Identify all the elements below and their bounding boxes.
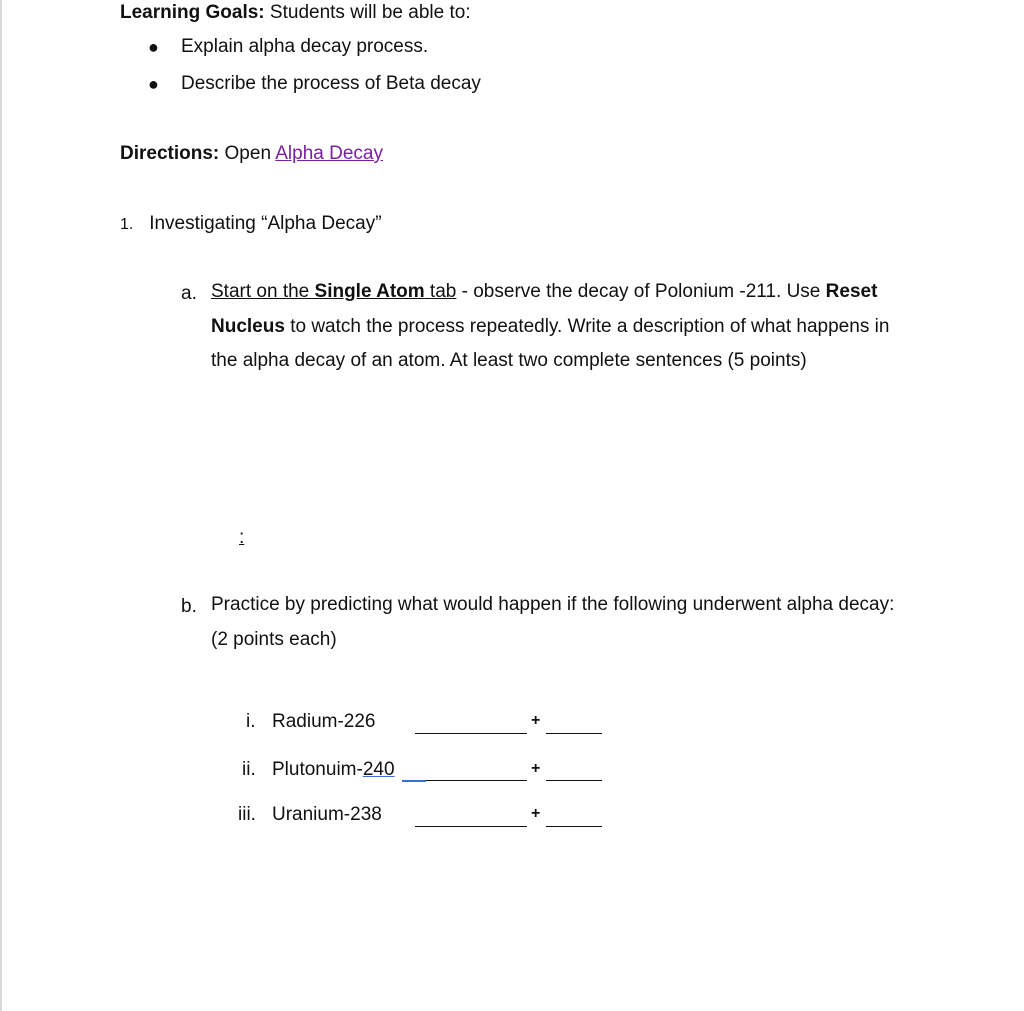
answer-blank[interactable]: [402, 780, 426, 782]
answer-blank[interactable]: [546, 826, 602, 827]
learning-goals-line: [120, 1, 471, 25]
part-a-letter: a.: [181, 283, 197, 304]
item-number: ii.: [242, 759, 256, 780]
part-b-text: Practice by predicting what would happen if the following underwent alpha decay: (2 points each): [211, 594, 895, 650]
question-number: 1.: [120, 216, 134, 233]
single-atom-label: Single Atom: [314, 281, 425, 302]
goal-item: Explain alpha decay process.: [181, 36, 429, 57]
learning-goals-heading: Learning Goals:: [120, 2, 265, 23]
item-name: Uranium-238: [272, 804, 382, 825]
item-name: Radium-226: [272, 711, 376, 732]
directions-text: Open: [224, 143, 272, 164]
bullet-icon: ●: [148, 74, 159, 94]
alpha-decay-link[interactable]: Alpha Decay: [275, 143, 383, 164]
goal-item: Describe the process of Beta decay: [181, 73, 481, 94]
plus-sign: +: [531, 760, 541, 777]
plus-sign: +: [531, 805, 541, 822]
answer-blank[interactable]: [415, 826, 527, 827]
page-left-border: [0, 0, 2, 1011]
part-b-letter: b.: [181, 596, 197, 617]
item-number: i.: [246, 711, 256, 732]
reset-nucleus-label: Reset Nucleus: [211, 281, 878, 337]
part-a-text: Start on the Single Atom tab - observe the decay of Polonium -211. Use Reset Nucleus to watch the process repeatedly. Write a description of what happens in the alpha decay of an atom. At least two complete sentences (5 points): [211, 281, 890, 371]
directions-line: [120, 142, 383, 166]
directions-label: Directions:: [120, 143, 220, 164]
answer-blank[interactable]: [546, 733, 602, 734]
question-1: [120, 212, 382, 237]
question-title: Investigating “Alpha Decay”: [149, 213, 382, 234]
plus-sign: +: [531, 712, 541, 729]
item-name: Plutonuim-240: [272, 759, 395, 780]
item-number: iii.: [238, 804, 256, 825]
answer-marker: :: [239, 527, 245, 548]
answer-blank[interactable]: [415, 733, 527, 734]
answer-blank[interactable]: [546, 780, 602, 781]
learning-goals-intro: Students will be able to:: [269, 2, 471, 23]
bullet-icon: ●: [148, 37, 159, 57]
answer-blank[interactable]: [426, 780, 527, 781]
